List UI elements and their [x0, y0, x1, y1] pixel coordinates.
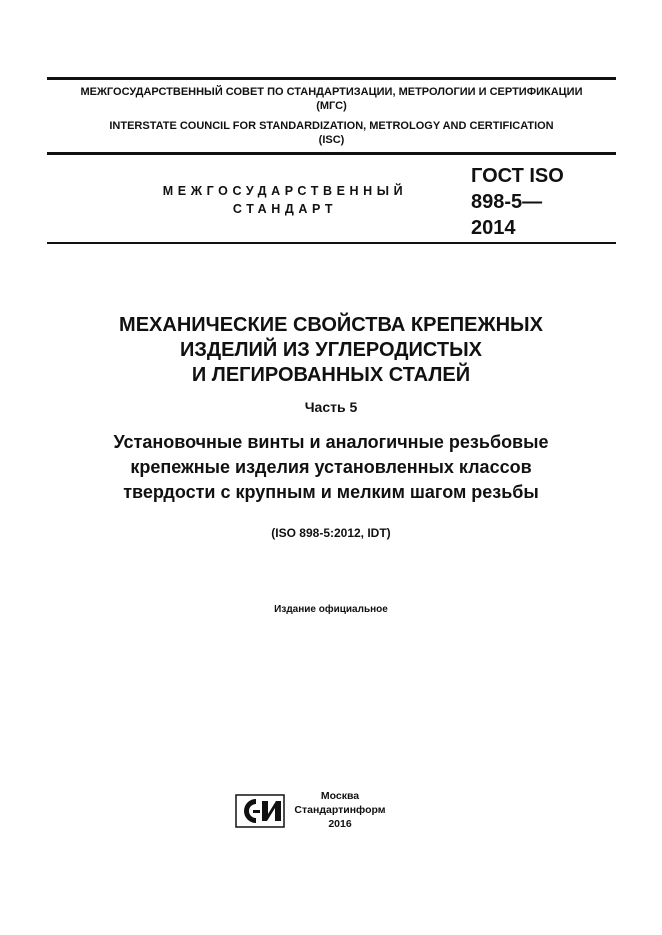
standard-type-line1: МЕЖГОСУДАРСТВЕННЫЙ — [162, 184, 408, 198]
publisher-city: Москва — [320, 790, 360, 802]
top-rule — [47, 77, 616, 80]
council-name-en: INTERSTATE COUNCIL FOR STANDARDIZATION, METROLOGY AND CERTIFICATION — [109, 120, 554, 132]
publication-year: 2016 — [328, 818, 352, 830]
council-abbr-ru: (МГС) — [316, 100, 347, 112]
lower-rule — [47, 242, 616, 244]
council-abbr-en: (ISC) — [318, 134, 345, 146]
subtitle-line1: Установочные винты и аналогичные резьбовые — [113, 432, 549, 452]
publisher-name: Стандартинформ — [294, 804, 386, 816]
part-label: Часть 5 — [304, 399, 358, 415]
document-title-line2: ИЗДЕЛИЙ ИЗ УГЛЕРОДИСТЫХ — [179, 339, 483, 361]
subtitle-line3: твердости с крупным и мелким шагом резьбы — [123, 482, 539, 502]
edition-label: Издание официальное — [274, 604, 388, 615]
standard-number-line2: 898-5— — [471, 191, 543, 213]
iso-reference: (ISO 898-5:2012, IDT) — [271, 526, 391, 540]
standard-type-line2: СТАНДАРТ — [232, 202, 338, 216]
standartinform-logo-icon — [235, 794, 285, 828]
subtitle-line2: крепежные изделия установленных классов — [130, 457, 532, 477]
council-name-ru: МЕЖГОСУДАРСТВЕННЫЙ СОВЕТ ПО СТАНДАРТИЗАЦИИ, МЕТРОЛОГИИ И СЕРТИФИКАЦИИ — [80, 86, 583, 98]
middle-rule — [47, 152, 616, 155]
document-title-line1: МЕХАНИЧЕСКИЕ СВОЙСТВА КРЕПЕЖНЫХ — [119, 314, 543, 336]
document-title-line3: И ЛЕГИРОВАННЫХ СТАЛЕЙ — [191, 364, 471, 386]
standard-number-line3: 2014 — [471, 217, 516, 239]
standard-number-line1: ГОСТ ISO — [471, 165, 564, 187]
